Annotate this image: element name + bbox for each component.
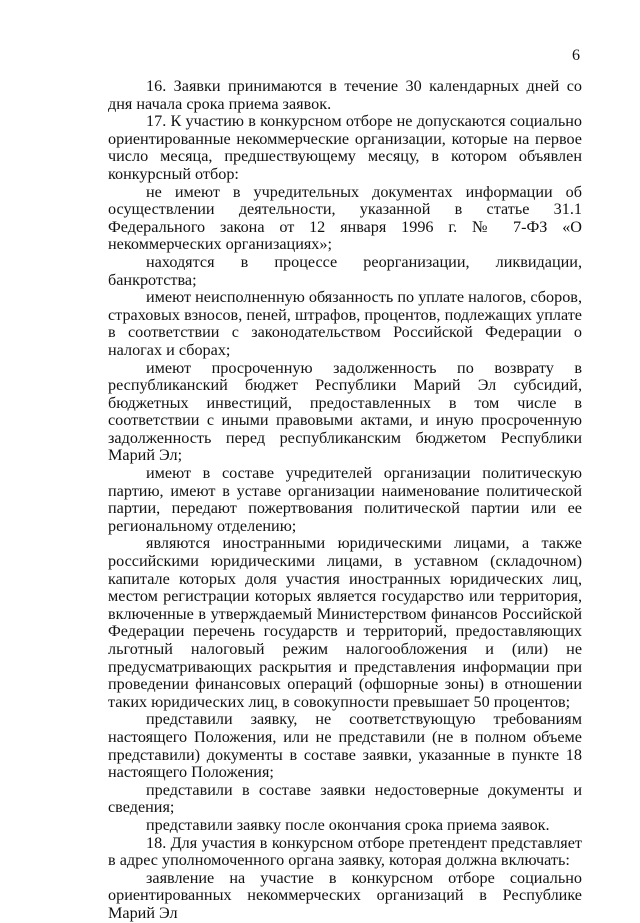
list-item-application-statement: заявление на участие в конкурсном отборе социально ориентированных некоммерческих организаций в Республике Марий Эл xyxy=(108,868,582,922)
paragraph-17: 17. К участию в конкурсном отборе не допускаются социально ориентированные некоммерческие организации, которые на первое число месяца, предшествующему месяцу, в котором объявлен конкурсный отбор: xyxy=(108,112,582,183)
list-item-foreign-entities: являются иностранными юридическими лицами, а также российскими юридическими лицами, в уставном (складочном) капитале которых доля участия иностранных юридических лиц, местом регистрации которых является государство или территория, включенные в утверждаемый Министерством финансов Российской Федерации перечень государств и территорий, предоставляющих льготный налоговый режим налогообложения и (или) не предусматривающих раскрытия и представления информации при проведении финансовых операций (офшорные зоны) в отношении таких юридических лиц, в совокупности превышает 50 процентов; xyxy=(108,534,582,711)
paragraph-16: 16. Заявки принимаются в течение 30 календарных дней со дня начала срока приема заявок. xyxy=(108,77,582,113)
list-item-reorganization: находятся в процессе реорганизации, ликвидации, банкротства; xyxy=(108,252,582,289)
list-item-tax-debt: имеют неисполненную обязанность по уплате налогов, сборов, страховых взносов, пеней, штрафов, процентов, подлежащих уплате в соответствии с законодательством Российской Федерации о налогах и сборах; xyxy=(108,288,582,359)
list-item-false-documents: представили в составе заявки недостоверные документы и сведения; xyxy=(108,780,582,817)
paragraph-18: 18. Для участия в конкурсном отборе претендент представляет в адрес уполномоченного органа заявку, которая должна включать: xyxy=(108,833,582,870)
document-body xyxy=(108,78,582,923)
list-item-budget-debt: имеют просроченную задолженность по возврату в республиканский бюджет Республики Марий Эл субсидий, бюджетных инвестиций, предоставленных в том числе в соответствии с иными правовыми актами, и иную просроченную задолженность перед республиканским бюджетом Республики Марий Эл; xyxy=(108,358,582,465)
page-number: 6 xyxy=(572,47,580,64)
list-item-noncompliant-application: представили заявку, не соответствующую требованиям настоящего Положения, или не представили (не в полном объеме представили) документы в составе заявки, указанные в пункте 18 настоящего Положения; xyxy=(108,710,582,782)
list-item-late-application: представили заявку после окончания срока приема заявок. xyxy=(146,815,550,834)
list-item-political-party: имеют в составе учредителей организации политическую партию, имеют в уставе организации наименование политической партии, передают пожертвования политической партии или ее региональному отделению; xyxy=(108,464,582,535)
list-item-no-statute-activity: не имеют в учредительных документах информации об осуществлении деятельности, указанной в статье 31.1 Федерального закона от 12 января 1996 г. № 7-ФЗ «О некоммерческих организациях»; xyxy=(108,182,582,254)
